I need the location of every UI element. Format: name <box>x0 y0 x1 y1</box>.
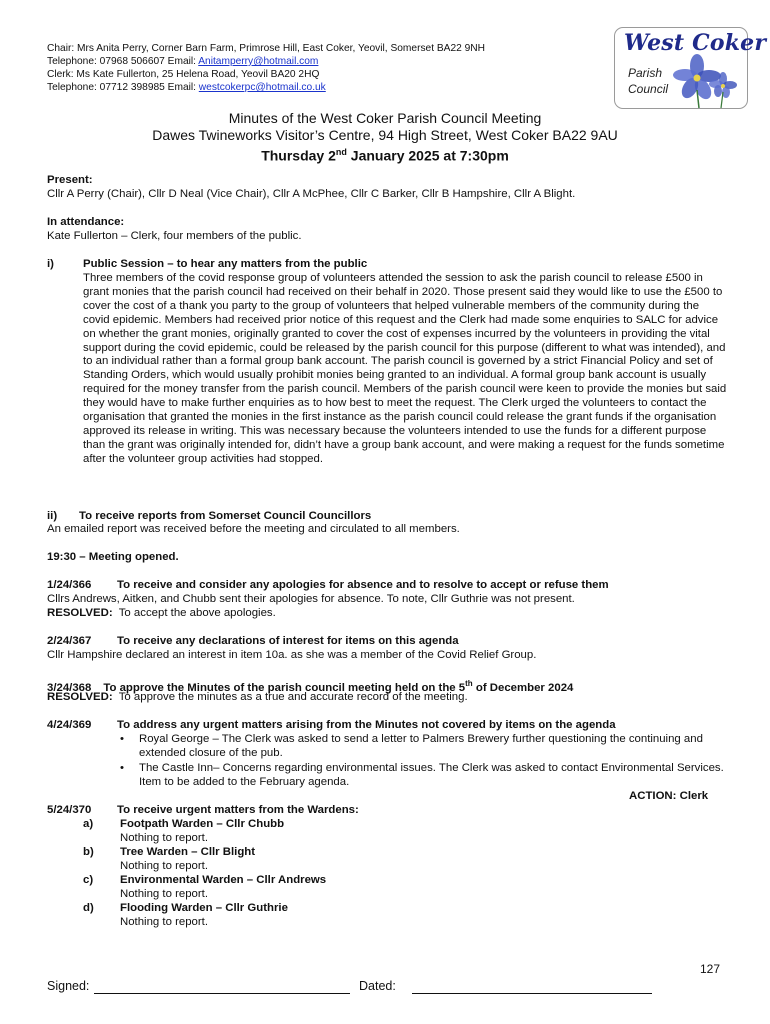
warden-a-text: Nothing to report. <box>120 832 209 844</box>
item-369-bullet-1: Royal George – The Clerk was asked to send a letter to Palmers Brewery further questioning the continuing and extended closure of the pub. <box>139 733 703 759</box>
chair-phone-line <box>47 55 485 68</box>
chair-line: Chair: Mrs Anita Perry, Corner Barn Farm, Primrose Hill, East Coker, Yeovil, Somerset BA22 9NH <box>47 43 486 54</box>
item-368-heading-sup: th <box>465 679 473 688</box>
resolved-label: RESOLVED: <box>47 691 113 703</box>
chair-phone: Telephone: 07968 506607 Email: <box>47 56 199 67</box>
public-session-num: i) <box>47 258 54 270</box>
meeting-date <box>0 143 770 165</box>
chair-email-link[interactable]: Anitamperry@hotmail.com <box>198 56 319 67</box>
public-session-body: Three members of the covid response group of volunteers attended the session to ask the parish council to release £500 in grant monies that the parish council had received on their behalf in 2020. Those present said they would like to use the £500 to cover the cost of a thank you party to the group of volunteers that helped vulnerable members of the community during the covid epidemic. Members had received prior notice of this request and the Clerk had made some enquiries to SALC for advice on whether the grant monies, originally granted to cover the cost of expenses incurred by the volunteers in providing the vital support during the covid epidemic, could be released by the parish council for this purpose (different to what was intended), and to an individual rather than a formal group bank account. The parish council is governed by a strict Financial Policy and set of Standing Orders, which would usually prohibit monies being granted to an individual. A formal group bank account is usually required for the money transfer from the parish council. Members of the parish council were keen to provide the monies but said they would have to make further enquiries as to how best to meet the request. The Clerk urged the volunteers to contact the organisation that granted the monies in the first instance as the parish council could release the grant funds if the organisation approved its release in writing. This was necessary because the volunteers intended to use the funds for a different purpose than the grant was originally intended for, didn’t have a group bank account, and were making a request for the funds sometime after the volunteer group activities had stopped. <box>83 272 727 465</box>
present-list: Cllr A Perry (Chair), Cllr D Neal (Vice Chair), Cllr A McPhee, Cllr C Barker, Cllr B Hampshire, Cllr A Blight. <box>47 188 576 200</box>
item-368-heading-post: of December 2024 <box>472 681 574 694</box>
item-369-action: ACTION: Clerk <box>629 790 709 802</box>
clerk-phone-line <box>47 81 485 94</box>
item-366-num: 1/24/366 <box>47 579 92 591</box>
item-370-heading: To receive urgent matters from the Wardens: <box>117 804 359 816</box>
warden-d-label: d) <box>83 902 94 914</box>
clerk-email-link[interactable]: westcokerpc@hotmail.co.uk <box>198 82 326 93</box>
item-367-num: 2/24/367 <box>47 635 92 647</box>
clerk-line: Clerk: Ms Kate Fullerton, 25 Helena Road, Yeovil BA20 2HQ <box>47 69 320 80</box>
warden-b-title: Tree Warden – Cllr Blight <box>120 846 256 858</box>
item-370-num: 5/24/370 <box>47 804 92 816</box>
warden-d-title: Flooding Warden – Cllr Guthrie <box>120 902 288 914</box>
item-367-heading: To receive any declarations of interest for items on this agenda <box>117 635 459 647</box>
present-label: Present: <box>47 174 93 186</box>
reports-text: An emailed report was received before the meeting and circulated to all members. <box>47 523 460 535</box>
public-session-heading: Public Session – to hear any matters from the public <box>83 258 368 270</box>
dated-label: Dated: <box>359 979 396 993</box>
meeting-date-sup: nd <box>335 147 347 157</box>
warden-a-title: Footpath Warden – Cllr Chubb <box>120 818 285 830</box>
item-369-heading: To address any urgent matters arising from the Minutes not covered by items on the agenda <box>117 719 616 731</box>
attendance-label: In attendance: <box>47 216 125 228</box>
meeting-date-post: January 2025 at 7:30pm <box>346 147 509 164</box>
date-line <box>412 993 652 994</box>
bullet-icon: • <box>120 733 124 745</box>
parish-council-logo <box>614 27 767 109</box>
item-366-heading: To receive and consider any apologies for absence and to resolve to accept or refuse them <box>117 579 609 591</box>
item-369-bullet-2: The Castle Inn– Concerns regarding environmental issues. The Clerk was asked to contact Environmental Services. Item to be added to the February agenda. <box>139 762 724 788</box>
item-366-text: Cllrs Andrews, Aitken, and Chubb sent their apologies for absence. To note, Cllr Guthrie was not present. <box>47 593 575 605</box>
logo-council: Council <box>628 82 669 96</box>
item-368-resolution <box>47 691 468 705</box>
signed-label: Signed: <box>47 979 90 993</box>
warden-d-text: Nothing to report. <box>120 916 209 928</box>
logo-parish: Parish <box>628 66 663 80</box>
document-title: Minutes of the West Coker Parish Council Meeting <box>228 110 542 126</box>
resolved-text: To approve the minutes as a true and accurate record of the meeting. <box>112 691 468 703</box>
item-366-resolution <box>47 607 276 621</box>
signature-line <box>94 993 350 994</box>
logo-title: West Coker <box>624 30 767 56</box>
warden-a-label: a) <box>83 818 94 830</box>
meeting-date-pre: Thursday 2 <box>261 147 336 164</box>
item-367-text: Cllr Hampshire declared an interest in item 10a. as she was a member of the Covid Relief Group. <box>47 649 537 661</box>
warden-b-label: b) <box>83 846 94 858</box>
resolved-text: To accept the above apologies. <box>112 607 276 619</box>
item-369-num: 4/24/369 <box>47 719 92 731</box>
meeting-venue: Dawes Twineworks Visitor’s Centre, 94 High Street, West Coker BA22 9AU <box>152 127 618 143</box>
item-368-heading-pre: To approve the Minutes of the parish council meeting held on the 5 <box>103 681 466 694</box>
resolved-label: RESOLVED: <box>47 607 113 619</box>
attendance-list: Kate Fullerton – Clerk, four members of the public. <box>47 230 302 242</box>
meeting-opened: 19:30 – Meeting opened. <box>47 551 179 563</box>
page-number: 127 <box>700 962 721 976</box>
warden-c-title: Environmental Warden – Cllr Andrews <box>120 874 327 886</box>
item-368-num: 3/24/368 <box>47 681 92 694</box>
warden-c-label: c) <box>83 874 94 886</box>
warden-b-text: Nothing to report. <box>120 860 209 872</box>
clerk-phone: Telephone: 07712 398985 Email: <box>47 82 199 93</box>
contact-block <box>47 42 485 94</box>
reports-num: ii) <box>47 510 58 522</box>
warden-c-text: Nothing to report. <box>120 888 209 900</box>
bullet-icon: • <box>120 762 124 774</box>
reports-heading: To receive reports from Somerset Council Councillors <box>79 510 372 522</box>
